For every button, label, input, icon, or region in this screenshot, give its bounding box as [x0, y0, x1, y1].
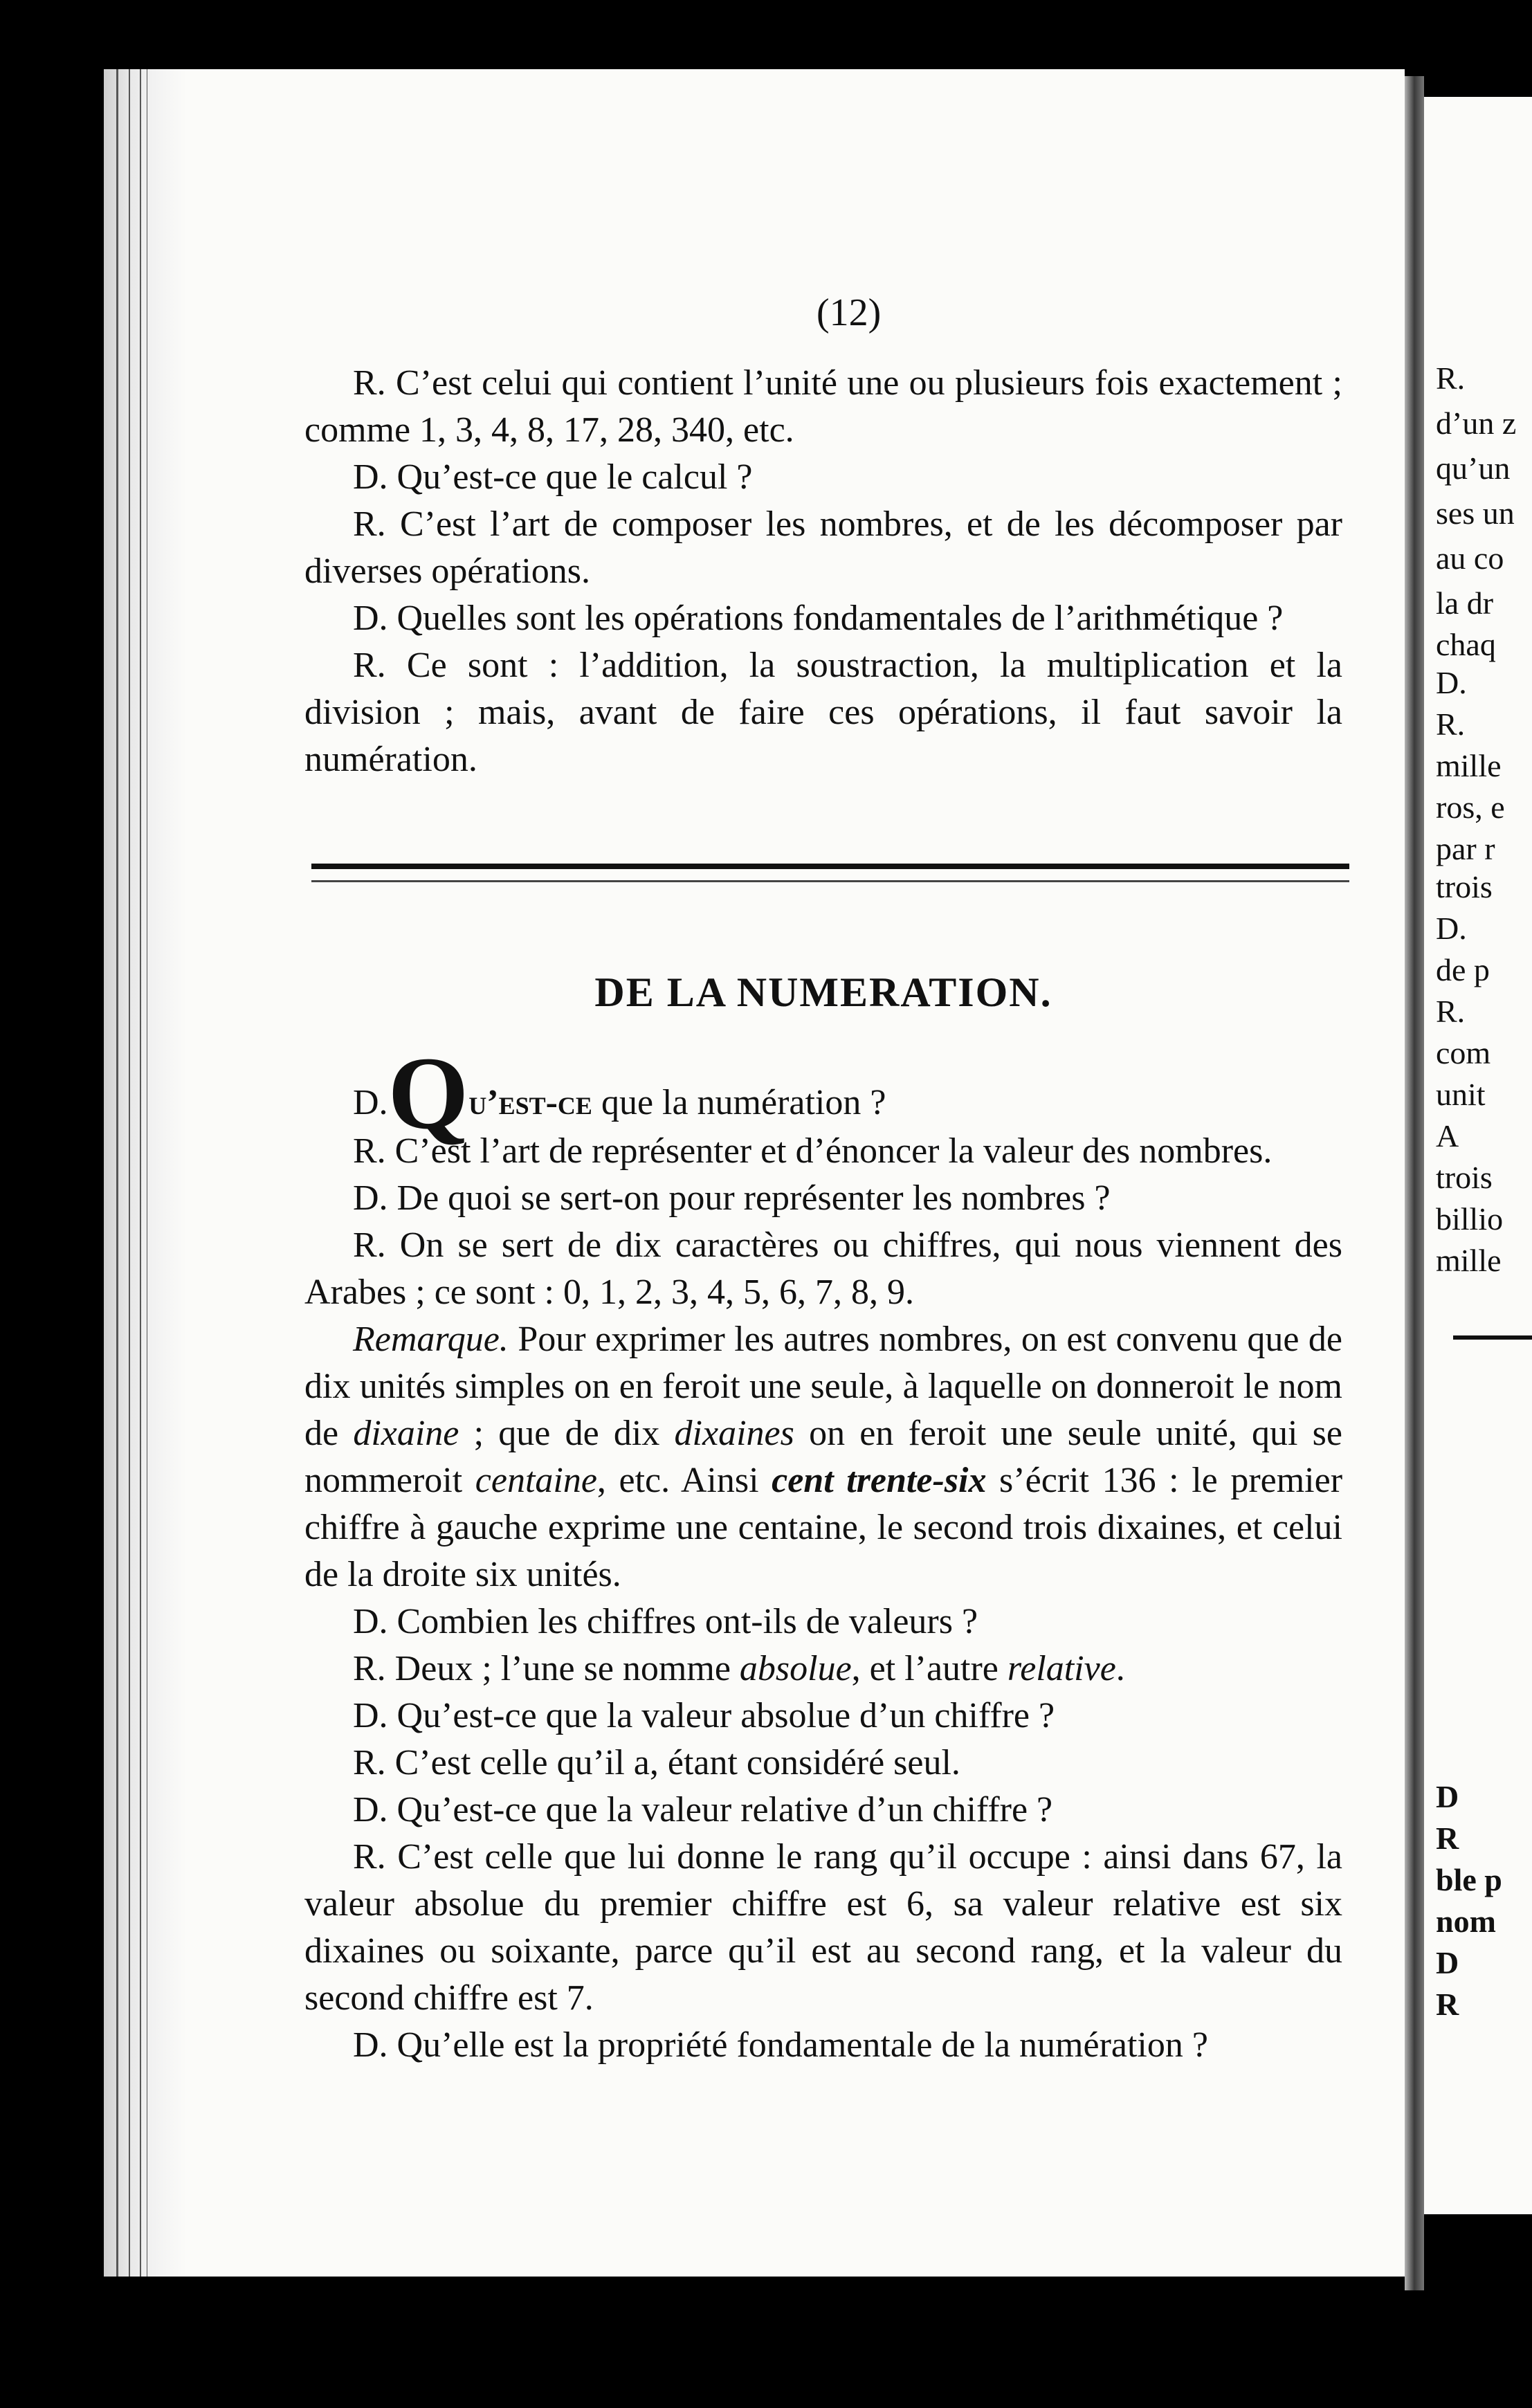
paragraph: D. De quoi se sert-on pour représenter les nombres ?: [353, 1178, 1111, 1218]
remark-text: ; que de dix: [459, 1414, 675, 1453]
facing-fragment: mille: [1436, 1243, 1502, 1278]
facing-fragment: mille: [1436, 748, 1502, 783]
facing-fragment: ses un: [1436, 495, 1515, 531]
remark-term: centaine: [475, 1461, 597, 1500]
facing-divider: [1453, 1335, 1532, 1340]
remark-term: dixaine: [353, 1414, 459, 1453]
page-number: (12): [817, 291, 882, 334]
remark-text: on en feroit une seule unité, qui se nommeroit: [304, 1414, 1342, 1500]
section-one: [304, 360, 1342, 783]
paragraph: R. C’est celle qu’il a, étant considéré seul.: [353, 1743, 960, 1782]
drop-cap: Q: [387, 1036, 469, 1151]
answer-term: absolue: [739, 1649, 852, 1688]
facing-fragment: de p: [1436, 952, 1490, 987]
page-binding-edge: [104, 69, 187, 2277]
remark-term: cent trente-six: [772, 1461, 987, 1500]
section-two: [304, 1036, 1343, 2069]
remark-paragraph: [304, 1316, 1342, 1598]
remark-label: Remarque.: [353, 1320, 509, 1359]
facing-fragment: A: [1436, 1118, 1459, 1153]
facing-fragment: ros, e: [1436, 790, 1505, 825]
section-heading: DE LA NUMERATION.: [594, 969, 1052, 1015]
facing-fragment: trois: [1436, 869, 1493, 904]
remark-term: dixaines: [674, 1414, 794, 1453]
remark-text: , etc. Ainsi: [596, 1461, 772, 1500]
paragraph: D. Quelles sont les opérations fondamentales de l’arithmétique ?: [353, 599, 1284, 638]
facing-fragment: nom: [1436, 1904, 1496, 1939]
facing-fragment: unit: [1436, 1077, 1486, 1112]
facing-fragment: R.: [1436, 361, 1466, 396]
facing-fragment: R.: [1436, 706, 1466, 742]
remark-text: s’écrit 136 : le premier chiffre à gauche exprime une centaine, le second trois dixaines, et celui de la droite six unités.: [304, 1461, 1343, 1594]
facing-fragment: trois: [1436, 1160, 1493, 1195]
facing-fragment: D.: [1436, 911, 1467, 946]
facing-fragment: R.: [1436, 994, 1466, 1029]
facing-fragment: d’un z: [1436, 405, 1517, 441]
answer-text: R. Deux ; l’une se nomme: [353, 1649, 740, 1688]
question-prefix: D.: [353, 1083, 388, 1122]
values-answer: [304, 1645, 1342, 1693]
paragraph: R. C’est celui qui contient l’unité une ou plusieurs fois exactement ; comme 1, 3, 4, 8, 17, 28, 340, etc.: [304, 363, 1342, 450]
section-divider: [311, 864, 1349, 869]
paragraph: R. On se sert de dix caractères ou chiffres, qui nous viennent des Arabes ; ce sont : 0, 1, 2, 3, 4, 5, 6, 7, 8, 9.: [304, 1225, 1342, 1312]
facing-fragment: au co: [1436, 540, 1504, 576]
small-caps-word: u’est-ce: [468, 1083, 592, 1122]
facing-fragment: D.: [1436, 665, 1467, 700]
paragraph: D. Qu’est-ce que la valeur relative d’un chiffre ?: [353, 1790, 1053, 1830]
paragraph: R. C’est l’art de représenter et d’énoncer la valeur des nombres.: [353, 1131, 1273, 1171]
facing-fragment: qu’un: [1436, 450, 1511, 486]
paragraph: D. Qu’est-ce que la valeur absolue d’un chiffre ?: [353, 1696, 1055, 1735]
facing-fragment: R: [1436, 1987, 1459, 2022]
paragraph: R. C’est celle que lui donne le rang qu’il occupe : ainsi dans 67, la valeur absolue du premier chiffre est 6, sa valeur relative est six dixaines ou soixante, parce qu’il est au second rang, et la valeur du second chiffre est 7.: [304, 1837, 1342, 2018]
remark-text: Pour exprimer les autres nombres, on est convenu que de dix unités simples on en feroit une seule, à laquelle on donneroit le nom de: [304, 1320, 1342, 1453]
facing-fragment: D: [1436, 1779, 1459, 1814]
facing-fragment: billio: [1436, 1201, 1504, 1237]
paragraph: R. Ce sont : l’addition, la soustraction, la multiplication et la division ; mais, avant de faire ces opérations, il faut savoir la numération.: [304, 646, 1342, 779]
facing-fragment: R: [1436, 1821, 1459, 1856]
facing-fragment: par r: [1436, 831, 1495, 866]
facing-fragment: ble p: [1436, 1862, 1502, 1897]
paragraph: D. Combien les chiffres ont-ils de valeurs ?: [353, 1602, 978, 1641]
facing-fragment: chaq: [1436, 627, 1496, 662]
facing-fragment: la dr: [1436, 585, 1494, 621]
facing-fragment: D: [1436, 1945, 1459, 1980]
paragraph: D. Qu’elle est la propriété fondamentale de la numération ?: [353, 2025, 1208, 2065]
answer-text: .: [1115, 1649, 1125, 1688]
section-divider-thin: [311, 880, 1349, 882]
answer-text: , et l’autre: [851, 1649, 1007, 1688]
paragraph: D. Qu’est-ce que le calcul ?: [353, 457, 753, 497]
answer-term: relative: [1007, 1649, 1116, 1688]
question-rest: que la numération ?: [592, 1083, 886, 1122]
facing-fragment: com: [1436, 1035, 1491, 1070]
paragraph: R. C’est l’art de composer les nombres, et de les décomposer par diverses opérations.: [304, 504, 1342, 591]
book-gutter: [1405, 76, 1424, 2290]
